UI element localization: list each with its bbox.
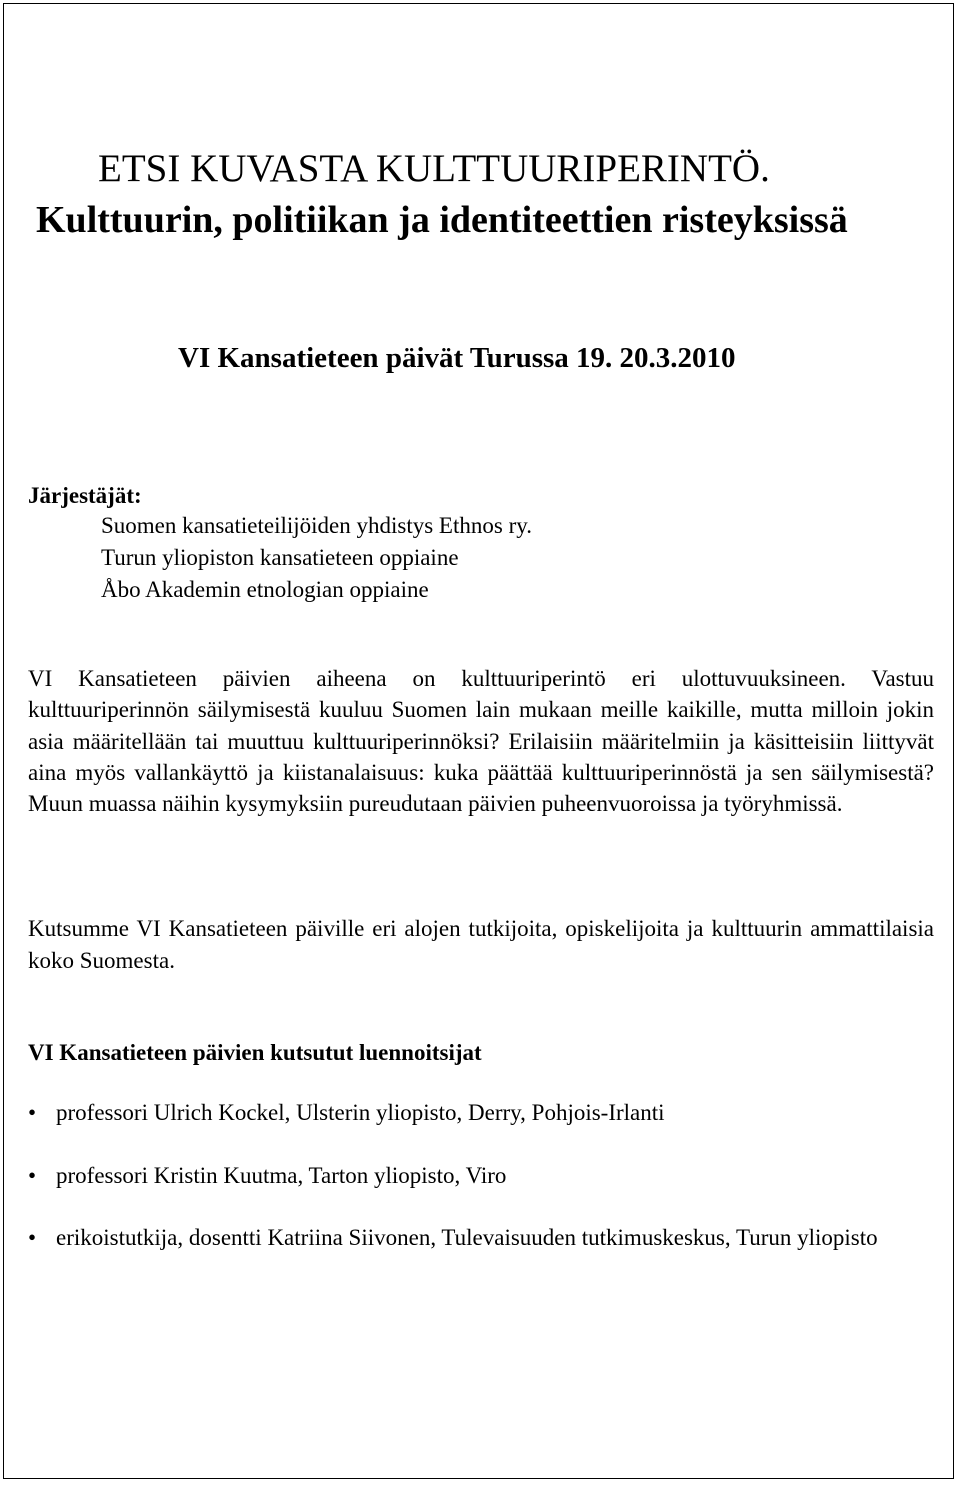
organizer-item: Turun yliopiston kansatieteen oppiaine (101, 545, 459, 570)
lecturer-text: erikoistutkija, dosentti Katriina Siivonen, Tulevaisuuden tutkimuskeskus, Turun yliopisto (56, 1225, 878, 1250)
lecturer-text: professori Ulrich Kockel, Ulsterin yliopisto, Derry, Pohjois-Irlanti (56, 1100, 665, 1125)
document-title: ETSI KUVASTA KULTTUURIPERINTÖ. (98, 147, 770, 190)
lecturer-text: professori Kristin Kuutma, Tarton yliopisto, Viro (56, 1163, 507, 1188)
organizer-item: Suomen kansatieteilijöiden yhdistys Ethnos ry. (101, 513, 532, 538)
document-subtitle: Kulttuurin, politiikan ja identiteettien risteyksissä (36, 199, 848, 241)
lecturer-item (28, 1222, 934, 1254)
organizer-item: Åbo Akademin etnologian oppiaine (101, 577, 429, 602)
bullet-icon: • (28, 1100, 37, 1125)
lecturers-heading: VI Kansatieteen päivien kutsutut luennoitsijat (28, 1040, 482, 1065)
invitation-paragraph: Kutsumme VI Kansatieteen päiville eri alojen tutkijoita, opiskelijoita ja kulttuurin ammattilaisia koko Suomesta. (28, 916, 934, 973)
lecturer-item (28, 1160, 934, 1192)
organizers-list (101, 510, 532, 606)
intro-paragraph: VI Kansatieteen päivien aiheena on kulttuuriperintö eri ulottuvuuksineen. Vastuu kulttuuriperinnön säilymisestä kuuluu Suomen lain mukaan meille kaikille, mutta milloin jokin asia määritellään tai muuttuu kulttuuriperinnöksi? Erilaisiin määritelmiin ja käsitteisiin liittyvät aina myös vallankäyttö ja kiistanalaisuus: kuka päättää kulttuuriperinnöstä ja sen säilymisestä? Muun muassa näihin kysymyksiin pureudutaan päivien puheenvuoroissa ja työryhmissä. (28, 666, 934, 817)
lecturer-item (28, 1097, 934, 1129)
bullet-icon: • (28, 1163, 37, 1188)
organizers-heading: Järjestäjät: (28, 483, 142, 508)
event-name: VI Kansatieteen päivät Turussa 19. 20.3.2010 (178, 342, 736, 374)
bullet-icon: • (28, 1225, 37, 1250)
